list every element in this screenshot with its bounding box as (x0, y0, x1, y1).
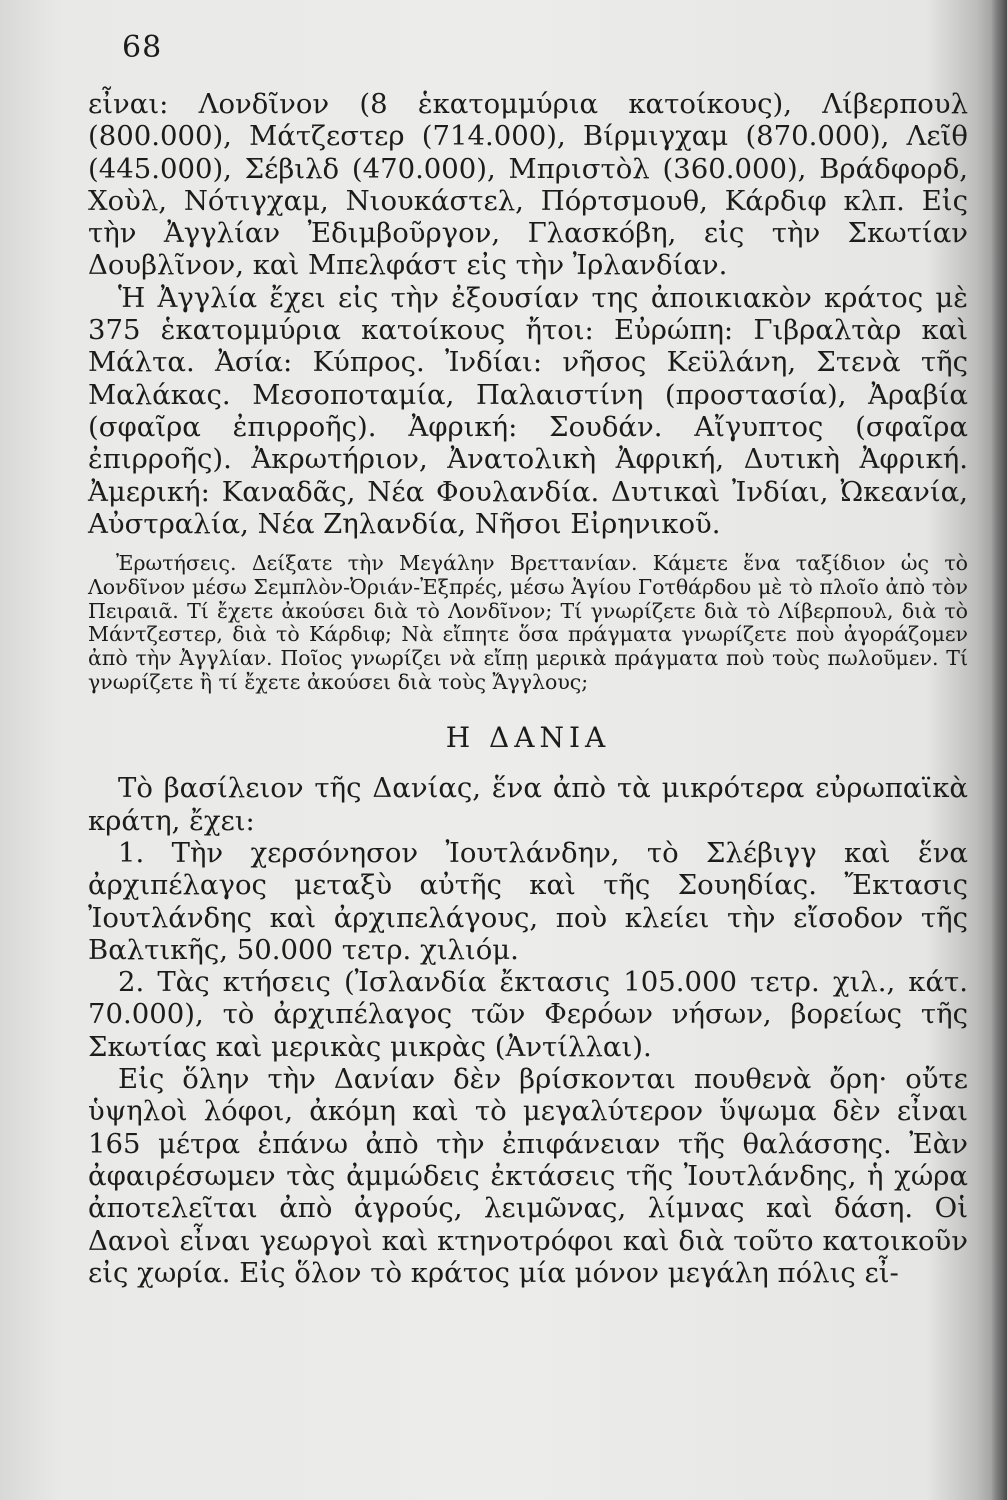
page-body (88, 88, 968, 1289)
paragraph-colonies: Ἡ Ἀγγλία ἔχει εἰς τὴν ἐξουσίαν της ἀποικιακὸν κράτος μὲ 375 ἑκατομμύρια κατοίκους ἤτοι: Εὐρώπη: Γιβραλτὰρ καὶ Μάλτα. Ἀσία: Κύπρος. Ἰνδίαι: νῆσος Κεϋλάνη, Στενὰ τῆς Μαλάκας. Μεσοποταμία, Παλαιστίνη (προστασία), Ἀραβία (σφαῖρα ἐπιρροῆς). Ἀφρική: Σουδάν. Αἴγυπτος (σφαῖρα ἐπιρροῆς). Ἀκρωτήριον, Ἀνατολικὴ Ἀφρική, Δυτικὴ Ἀφρική. Ἀμερική: Καναδᾶς, Νέα Φουλανδία. Δυτικαὶ Ἰνδίαι, Ὠκεανία, Αὐστραλία, Νέα Ζηλανδία, Νῆσοι Εἰρηνικοῦ. (88, 281, 968, 540)
paragraph-cities: εἶναι: Λονδῖνον (8 ἑκατομμύρια κατοίκους), Λίβερπουλ (800.000), Μάτζεστερ (714.000), Βίρμιγχαμ (870.000), Λεῖθ (445.000), Σέβιλδ (470.000), Μπριστὸλ (360.000), Βράδφορδ, Χοὺλ, Νότιγχαμ, Νιουκάστελ, Πόρτσμουθ, Κάρδιφ κλπ. Εἰς τὴν Ἀγγλίαν Ἐδιμβοῦργον, Γλασκόβη, εἰς τὴν Σκωτίαν Δουβλῖνον, καὶ Μπελφάστ εἰς τὴν Ἰρλανδίαν. (88, 88, 968, 282)
paragraph-denmark-item-1: 1. Τὴν χερσόνησον Ἰουτλάνδην, τὸ Σλέβιγγ καὶ ἕνα ἀρχιπέλαγος μεταξὺ αὐτῆς καὶ τῆς Σουηδίας. Ἔκτασις Ἰουτλάνδης καὶ ἀρχιπελάγους, ποὺ κλείει τὴν εἴσοδον τῆς Βαλτικῆς, 50.000 τετρ. χιλιόμ. (88, 836, 968, 966)
section-heading: Η ΔΑΝΙΑ (445, 721, 611, 755)
paragraph-denmark-item-2: 2. Τὰς κτήσεις (Ἰσλανδία ἔκτασις 105.000 τετρ. χιλ., κάτ. 70.000), τὸ ἀρχιπέλαγος τῶν Φερόων νήσων, βορείως τῆς Σκωτίας καὶ μερικὰς μικρὰς (Ἀντίλλαι). (88, 966, 968, 1063)
paragraph-denmark-intro: Τὸ βασίλειον τῆς Δανίας, ἕνα ἀπὸ τὰ μικρότερα εὐρωπαϊκὰ κράτη, ἔχει: (88, 772, 968, 837)
questions-block: Ἐρωτήσεις. Δείξατε τὴν Μεγάλην Βρεττανίαν. Κάμετε ἕνα ταξίδιον ὡς τὸ Λονδῖνον μέσω Σεμπλὸν-Ὀριάν-Ἐξπρές, μέσω Ἁγίου Γοτθάρδου μὲ τὸ πλοῖο ἀπὸ τὸν Πειραιᾶ. Τί ἔχετε ἀκούσει διὰ τὸ Λονδῖνον; Τί γνωρίζετε διὰ τὸ Λίβερπουλ, διὰ τὸ Μάντζεστερ, διὰ τὸ Κάρδιφ; Νὰ εἴπητε ὅσα πράγματα γνωρίζετε ποὺ ἀγοράζομεν ἀπὸ τὴν Ἀγγλίαν. Ποῖος γνωρίζει νὰ εἴπῃ μερικὰ πράγματα ποὺ τοὺς πωλοῦμεν. Τί γνωρίζετε ἢ τί ἔχετε ἀκούσει διὰ τοὺς Ἄγγλους; (88, 551, 968, 694)
paragraph-denmark-geography: Εἰς ὅλην τὴν Δανίαν δὲν βρίσκονται πουθενὰ ὄρη· οὔτε ὑψηλοὶ λόφοι, ἀκόμη καὶ τὸ μεγαλύτερον ὕψωμα δὲν εἶναι 165 μέτρα ἐπάνω ἀπὸ τὴν ἐπιφάνειαν τῆς θαλάσσης. Ἐὰν ἀφαιρέσωμεν τὰς ἀμμώδεις ἐκτάσεις τῆς Ἰουτλάνδης, ἡ χώρα ἀποτελεῖται ἀπὸ ἀγρούς, λειμῶνας, λίμνας καὶ δάση. Οἱ Δανοὶ εἶναι γεωργοὶ καὶ κτηνοτρόφοι καὶ διὰ τοῦτο κατοικοῦν εἰς χωρία. Εἰς ὅλον τὸ κράτος μία μόνον μεγάλη πόλις εἶ- (88, 1063, 968, 1289)
page-number: 68 (122, 30, 163, 65)
page-edge-shadow (991, 0, 1007, 1500)
